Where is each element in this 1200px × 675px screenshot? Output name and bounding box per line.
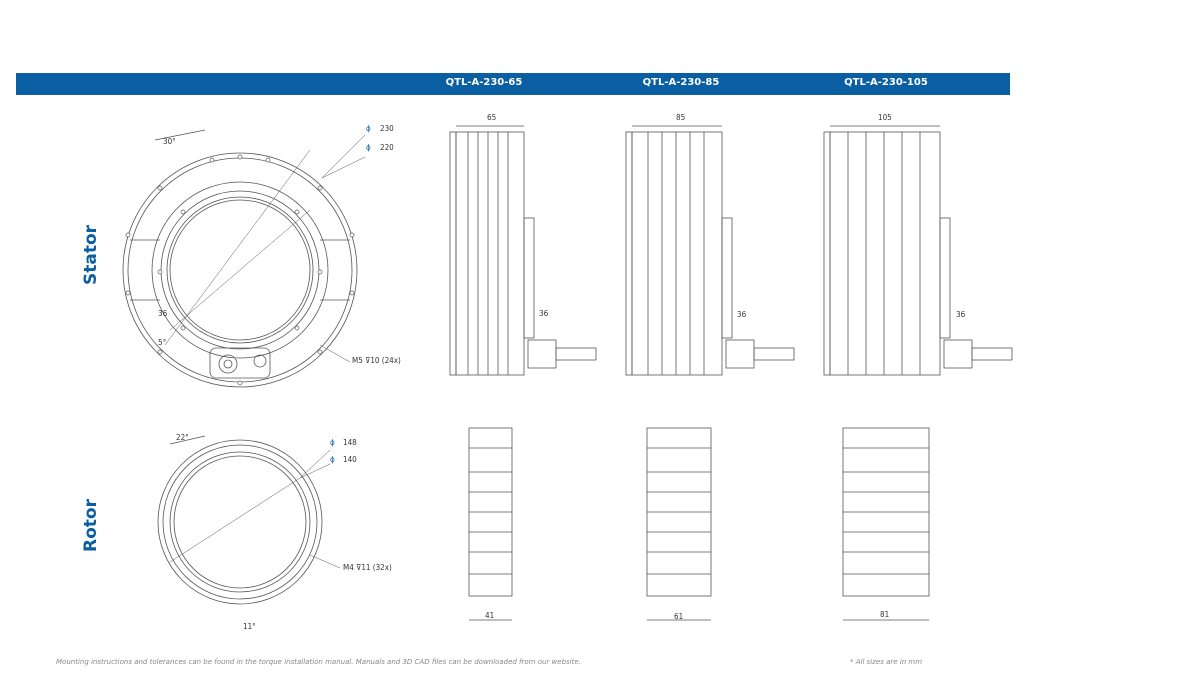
stator-front-view [123, 130, 365, 387]
stator-width-65: 65 [487, 113, 497, 122]
rotor-width-41: 41 [485, 611, 495, 620]
stator-inner-phi: ϕ [366, 143, 371, 152]
rotor-outer-dia: 148 [343, 438, 357, 447]
stator-label: Stator [81, 224, 101, 285]
rotor-label: Rotor [81, 499, 101, 552]
model-label-105: QTL-A-230-105 [844, 77, 928, 88]
stator-side-85 [626, 126, 794, 375]
stator-angle-dim: 30° [163, 137, 176, 146]
stator-side-105 [824, 126, 1012, 375]
rotor-width-81: 81 [880, 610, 890, 619]
stator-cable-85: 36 [737, 310, 747, 319]
rotor-front-view [158, 436, 340, 604]
stator-width-105: 105 [878, 113, 892, 122]
stator-width-85: 85 [676, 113, 686, 122]
stator-outer-dia: 230 [380, 124, 394, 133]
footer-left-note: Mounting instructions and tolerances can be found in the torque installation manual. Manuals and 3D CAD files can be downloaded from our website. [56, 658, 581, 666]
stator-small-angle: 5° [158, 338, 167, 347]
stator-thread-dim: M5 ⊽10 (24x) [352, 356, 401, 365]
stator-inner-dia: 220 [380, 143, 394, 152]
stator-cable-105: 36 [956, 310, 966, 319]
model-label-85: QTL-A-230-85 [642, 77, 720, 88]
rotor-angle-dim: 22° [176, 433, 189, 442]
rotor-side-61 [647, 428, 711, 620]
rotor-side-41 [469, 428, 512, 620]
rotor-thread-dim: M4 ⊽11 (32x) [343, 563, 392, 572]
stator-side-65 [450, 126, 596, 375]
rotor-inner-phi: ϕ [330, 455, 335, 464]
rotor-outer-phi: ϕ [330, 438, 335, 447]
stator-outer-phi: ϕ [366, 124, 371, 133]
rotor-side-81 [843, 428, 929, 620]
rotor-bottom-angle: 11° [243, 622, 256, 631]
rotor-width-61: 61 [674, 612, 684, 621]
stator-offset-dim: 36 [158, 309, 168, 318]
footer-right-note: * All sizes are in mm [850, 658, 923, 666]
rotor-inner-dia: 140 [343, 455, 357, 464]
model-label-65: QTL-A-230-65 [445, 77, 523, 88]
stator-cable-65: 36 [539, 309, 549, 318]
